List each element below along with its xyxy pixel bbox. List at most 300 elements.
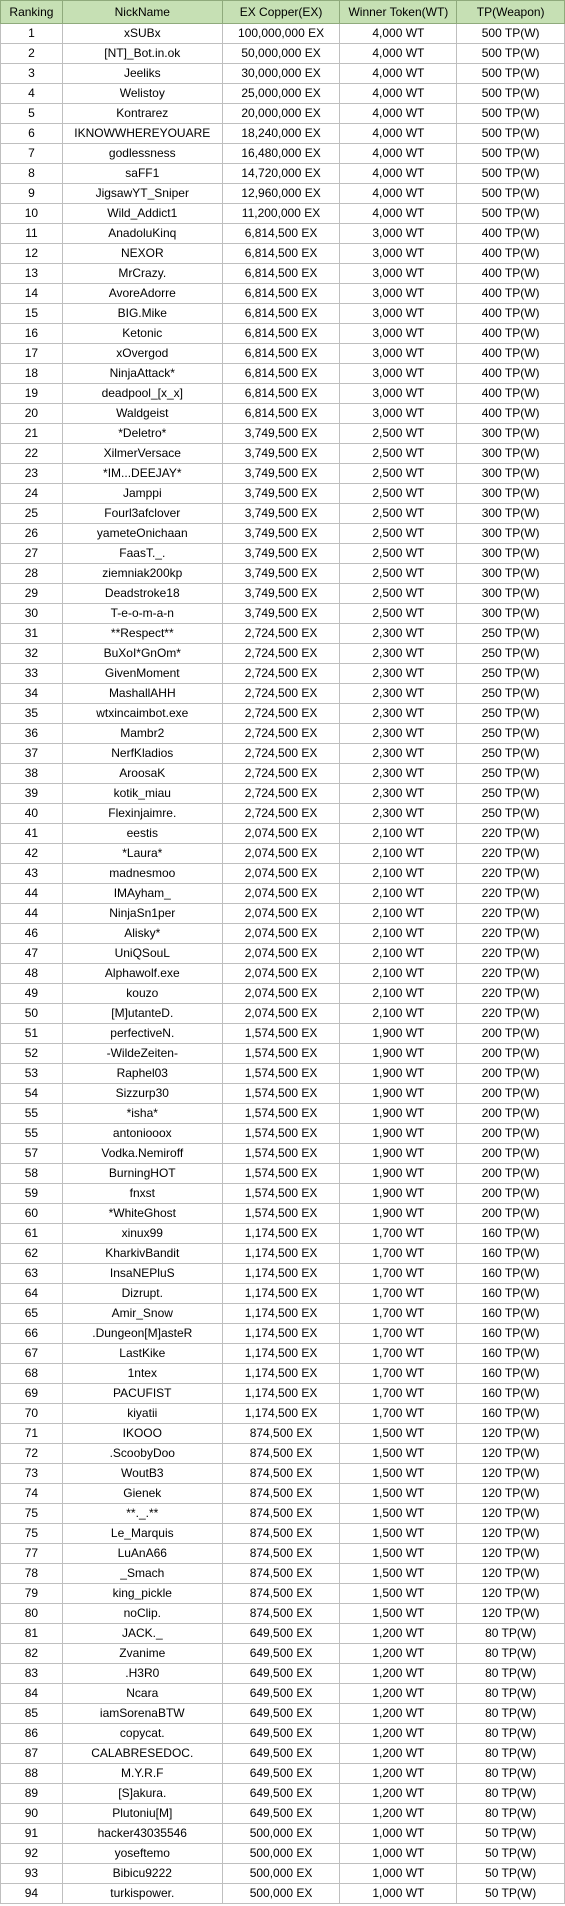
cell-nickname[interactable]: BurningHOT	[62, 1164, 222, 1184]
cell-winner-token[interactable]: 1,200 WT	[340, 1684, 457, 1704]
cell-ranking[interactable]: 90	[1, 1804, 63, 1824]
cell-winner-token[interactable]: 2,300 WT	[340, 664, 457, 684]
cell-tp-weapon[interactable]: 200 TP(W)	[457, 1084, 565, 1104]
cell-ranking[interactable]: 13	[1, 264, 63, 284]
cell-ranking[interactable]: 55	[1, 1124, 63, 1144]
cell-tp-weapon[interactable]: 400 TP(W)	[457, 344, 565, 364]
cell-tp-weapon[interactable]: 500 TP(W)	[457, 184, 565, 204]
cell-winner-token[interactable]: 2,100 WT	[340, 824, 457, 844]
cell-ranking[interactable]: 72	[1, 1444, 63, 1464]
cell-ranking[interactable]: 2	[1, 44, 63, 64]
cell-winner-token[interactable]: 2,500 WT	[340, 424, 457, 444]
cell-ex-copper[interactable]: 649,500 EX	[222, 1684, 340, 1704]
cell-tp-weapon[interactable]: 300 TP(W)	[457, 544, 565, 564]
cell-ex-copper[interactable]: 874,500 EX	[222, 1464, 340, 1484]
cell-ranking[interactable]: 29	[1, 584, 63, 604]
cell-winner-token[interactable]: 1,900 WT	[340, 1164, 457, 1184]
cell-nickname[interactable]: iamSorenaBTW	[62, 1704, 222, 1724]
cell-ranking[interactable]: 46	[1, 924, 63, 944]
cell-ranking[interactable]: 6	[1, 124, 63, 144]
cell-winner-token[interactable]: 2,300 WT	[340, 724, 457, 744]
cell-tp-weapon[interactable]: 500 TP(W)	[457, 84, 565, 104]
cell-nickname[interactable]: deadpool_[x_x]	[62, 384, 222, 404]
cell-tp-weapon[interactable]: 250 TP(W)	[457, 644, 565, 664]
cell-tp-weapon[interactable]: 500 TP(W)	[457, 144, 565, 164]
cell-winner-token[interactable]: 1,700 WT	[340, 1384, 457, 1404]
cell-ranking[interactable]: 57	[1, 1144, 63, 1164]
cell-nickname[interactable]: JigsawYT_Sniper	[62, 184, 222, 204]
cell-winner-token[interactable]: 2,100 WT	[340, 964, 457, 984]
cell-ex-copper[interactable]: 649,500 EX	[222, 1704, 340, 1724]
cell-ranking[interactable]: 80	[1, 1604, 63, 1624]
cell-tp-weapon[interactable]: 400 TP(W)	[457, 224, 565, 244]
cell-winner-token[interactable]: 1,700 WT	[340, 1264, 457, 1284]
cell-ex-copper[interactable]: 1,574,500 EX	[222, 1084, 340, 1104]
cell-tp-weapon[interactable]: 400 TP(W)	[457, 384, 565, 404]
cell-ranking[interactable]: 68	[1, 1364, 63, 1384]
cell-nickname[interactable]: MashallAHH	[62, 684, 222, 704]
cell-winner-token[interactable]: 3,000 WT	[340, 284, 457, 304]
cell-ranking[interactable]: 69	[1, 1384, 63, 1404]
cell-nickname[interactable]: *isha*	[62, 1104, 222, 1124]
cell-ranking[interactable]: 78	[1, 1564, 63, 1584]
cell-ranking[interactable]: 63	[1, 1264, 63, 1284]
cell-tp-weapon[interactable]: 80 TP(W)	[457, 1664, 565, 1684]
cell-winner-token[interactable]: 1,900 WT	[340, 1084, 457, 1104]
cell-winner-token[interactable]: 1,500 WT	[340, 1444, 457, 1464]
cell-nickname[interactable]: _Smach	[62, 1564, 222, 1584]
cell-nickname[interactable]: Deadstroke18	[62, 584, 222, 604]
cell-ex-copper[interactable]: 3,749,500 EX	[222, 464, 340, 484]
cell-tp-weapon[interactable]: 300 TP(W)	[457, 424, 565, 444]
cell-nickname[interactable]: IKOOO	[62, 1424, 222, 1444]
cell-tp-weapon[interactable]: 200 TP(W)	[457, 1184, 565, 1204]
cell-nickname[interactable]: Jeeliks	[62, 64, 222, 84]
cell-winner-token[interactable]: 2,500 WT	[340, 504, 457, 524]
cell-nickname[interactable]: *Deletro*	[62, 424, 222, 444]
cell-winner-token[interactable]: 1,500 WT	[340, 1564, 457, 1584]
cell-tp-weapon[interactable]: 200 TP(W)	[457, 1144, 565, 1164]
cell-winner-token[interactable]: 2,300 WT	[340, 704, 457, 724]
cell-nickname[interactable]: fnxst	[62, 1184, 222, 1204]
cell-ex-copper[interactable]: 1,574,500 EX	[222, 1124, 340, 1144]
cell-nickname[interactable]: Jamppi	[62, 484, 222, 504]
cell-ranking[interactable]: 75	[1, 1524, 63, 1544]
cell-ex-copper[interactable]: 2,074,500 EX	[222, 884, 340, 904]
cell-nickname[interactable]: Kontrarez	[62, 104, 222, 124]
cell-ex-copper[interactable]: 50,000,000 EX	[222, 44, 340, 64]
cell-ex-copper[interactable]: 1,574,500 EX	[222, 1144, 340, 1164]
cell-tp-weapon[interactable]: 120 TP(W)	[457, 1584, 565, 1604]
cell-winner-token[interactable]: 2,500 WT	[340, 464, 457, 484]
cell-ex-copper[interactable]: 874,500 EX	[222, 1544, 340, 1564]
cell-winner-token[interactable]: 1,000 WT	[340, 1864, 457, 1884]
cell-winner-token[interactable]: 1,500 WT	[340, 1604, 457, 1624]
cell-ex-copper[interactable]: 649,500 EX	[222, 1744, 340, 1764]
cell-tp-weapon[interactable]: 500 TP(W)	[457, 44, 565, 64]
cell-tp-weapon[interactable]: 160 TP(W)	[457, 1364, 565, 1384]
cell-winner-token[interactable]: 1,700 WT	[340, 1304, 457, 1324]
cell-ex-copper[interactable]: 1,174,500 EX	[222, 1284, 340, 1304]
cell-ranking[interactable]: 89	[1, 1784, 63, 1804]
cell-ranking[interactable]: 14	[1, 284, 63, 304]
cell-ex-copper[interactable]: 16,480,000 EX	[222, 144, 340, 164]
cell-winner-token[interactable]: 2,500 WT	[340, 584, 457, 604]
cell-tp-weapon[interactable]: 120 TP(W)	[457, 1544, 565, 1564]
cell-tp-weapon[interactable]: 220 TP(W)	[457, 944, 565, 964]
cell-ranking[interactable]: 77	[1, 1544, 63, 1564]
cell-winner-token[interactable]: 1,000 WT	[340, 1884, 457, 1904]
cell-nickname[interactable]: Amir_Snow	[62, 1304, 222, 1324]
cell-tp-weapon[interactable]: 80 TP(W)	[457, 1764, 565, 1784]
cell-nickname[interactable]: BuXoI*GnOm*	[62, 644, 222, 664]
cell-nickname[interactable]: ziemniak200kp	[62, 564, 222, 584]
cell-winner-token[interactable]: 1,900 WT	[340, 1024, 457, 1044]
cell-winner-token[interactable]: 1,700 WT	[340, 1324, 457, 1344]
cell-nickname[interactable]: noClip.	[62, 1604, 222, 1624]
cell-ranking[interactable]: 92	[1, 1844, 63, 1864]
cell-ranking[interactable]: 11	[1, 224, 63, 244]
cell-ex-copper[interactable]: 2,724,500 EX	[222, 684, 340, 704]
cell-ex-copper[interactable]: 874,500 EX	[222, 1604, 340, 1624]
cell-ranking[interactable]: 85	[1, 1704, 63, 1724]
cell-tp-weapon[interactable]: 160 TP(W)	[457, 1384, 565, 1404]
cell-winner-token[interactable]: 3,000 WT	[340, 224, 457, 244]
cell-ex-copper[interactable]: 874,500 EX	[222, 1444, 340, 1464]
cell-winner-token[interactable]: 4,000 WT	[340, 84, 457, 104]
cell-winner-token[interactable]: 1,900 WT	[340, 1144, 457, 1164]
cell-ex-copper[interactable]: 6,814,500 EX	[222, 304, 340, 324]
cell-ex-copper[interactable]: 2,074,500 EX	[222, 964, 340, 984]
cell-tp-weapon[interactable]: 250 TP(W)	[457, 784, 565, 804]
cell-ex-copper[interactable]: 3,749,500 EX	[222, 484, 340, 504]
cell-ranking[interactable]: 18	[1, 364, 63, 384]
cell-ex-copper[interactable]: 6,814,500 EX	[222, 324, 340, 344]
cell-nickname[interactable]: Welistoy	[62, 84, 222, 104]
cell-ranking[interactable]: 86	[1, 1724, 63, 1744]
cell-nickname[interactable]: AvoreAdorre	[62, 284, 222, 304]
cell-ranking[interactable]: 47	[1, 944, 63, 964]
cell-winner-token[interactable]: 2,500 WT	[340, 564, 457, 584]
cell-ranking[interactable]: 33	[1, 664, 63, 684]
cell-ranking[interactable]: 87	[1, 1744, 63, 1764]
cell-ex-copper[interactable]: 649,500 EX	[222, 1784, 340, 1804]
cell-nickname[interactable]: Sizzurp30	[62, 1084, 222, 1104]
cell-winner-token[interactable]: 2,100 WT	[340, 1004, 457, 1024]
cell-tp-weapon[interactable]: 160 TP(W)	[457, 1304, 565, 1324]
cell-winner-token[interactable]: 1,200 WT	[340, 1724, 457, 1744]
cell-winner-token[interactable]: 2,500 WT	[340, 444, 457, 464]
cell-ranking[interactable]: 40	[1, 804, 63, 824]
cell-ex-copper[interactable]: 1,574,500 EX	[222, 1204, 340, 1224]
header-winner-token[interactable]: Winner Token(WT)	[340, 1, 457, 24]
cell-tp-weapon[interactable]: 500 TP(W)	[457, 204, 565, 224]
cell-tp-weapon[interactable]: 400 TP(W)	[457, 284, 565, 304]
cell-winner-token[interactable]: 1,500 WT	[340, 1464, 457, 1484]
cell-winner-token[interactable]: 1,900 WT	[340, 1044, 457, 1064]
cell-winner-token[interactable]: 2,100 WT	[340, 844, 457, 864]
cell-ex-copper[interactable]: 6,814,500 EX	[222, 264, 340, 284]
cell-nickname[interactable]: PACUFIST	[62, 1384, 222, 1404]
cell-ex-copper[interactable]: 2,724,500 EX	[222, 724, 340, 744]
cell-ranking[interactable]: 17	[1, 344, 63, 364]
cell-nickname[interactable]: *IM...DEEJAY*	[62, 464, 222, 484]
cell-tp-weapon[interactable]: 120 TP(W)	[457, 1444, 565, 1464]
cell-ranking[interactable]: 44	[1, 884, 63, 904]
cell-ex-copper[interactable]: 1,174,500 EX	[222, 1404, 340, 1424]
cell-nickname[interactable]: Le_Marquis	[62, 1524, 222, 1544]
cell-ranking[interactable]: 8	[1, 164, 63, 184]
cell-nickname[interactable]: Vodka.Nemiroff	[62, 1144, 222, 1164]
cell-tp-weapon[interactable]: 250 TP(W)	[457, 664, 565, 684]
cell-nickname[interactable]: LuAnA66	[62, 1544, 222, 1564]
header-ranking[interactable]: Ranking	[1, 1, 63, 24]
cell-ranking[interactable]: 82	[1, 1644, 63, 1664]
cell-tp-weapon[interactable]: 300 TP(W)	[457, 444, 565, 464]
cell-tp-weapon[interactable]: 50 TP(W)	[457, 1864, 565, 1884]
cell-ex-copper[interactable]: 649,500 EX	[222, 1764, 340, 1784]
cell-winner-token[interactable]: 2,300 WT	[340, 764, 457, 784]
cell-ranking[interactable]: 44	[1, 904, 63, 924]
cell-tp-weapon[interactable]: 300 TP(W)	[457, 524, 565, 544]
cell-winner-token[interactable]: 2,100 WT	[340, 864, 457, 884]
cell-ex-copper[interactable]: 14,720,000 EX	[222, 164, 340, 184]
cell-nickname[interactable]: .H3R0	[62, 1664, 222, 1684]
cell-tp-weapon[interactable]: 400 TP(W)	[457, 304, 565, 324]
cell-ex-copper[interactable]: 20,000,000 EX	[222, 104, 340, 124]
cell-ex-copper[interactable]: 2,074,500 EX	[222, 864, 340, 884]
cell-ex-copper[interactable]: 649,500 EX	[222, 1644, 340, 1664]
cell-tp-weapon[interactable]: 160 TP(W)	[457, 1344, 565, 1364]
cell-tp-weapon[interactable]: 120 TP(W)	[457, 1504, 565, 1524]
cell-nickname[interactable]: Ncara	[62, 1684, 222, 1704]
cell-tp-weapon[interactable]: 80 TP(W)	[457, 1644, 565, 1664]
cell-tp-weapon[interactable]: 80 TP(W)	[457, 1624, 565, 1644]
cell-nickname[interactable]: .Dungeon[M]asteR	[62, 1324, 222, 1344]
cell-tp-weapon[interactable]: 50 TP(W)	[457, 1884, 565, 1904]
cell-winner-token[interactable]: 3,000 WT	[340, 304, 457, 324]
cell-ranking[interactable]: 93	[1, 1864, 63, 1884]
cell-ex-copper[interactable]: 649,500 EX	[222, 1724, 340, 1744]
cell-nickname[interactable]: kouzo	[62, 984, 222, 1004]
cell-ranking[interactable]: 16	[1, 324, 63, 344]
cell-ranking[interactable]: 71	[1, 1424, 63, 1444]
cell-nickname[interactable]: -WildeZeiten-	[62, 1044, 222, 1064]
cell-ranking[interactable]: 25	[1, 504, 63, 524]
cell-tp-weapon[interactable]: 220 TP(W)	[457, 884, 565, 904]
cell-nickname[interactable]: wtxincaimbot.exe	[62, 704, 222, 724]
cell-winner-token[interactable]: 3,000 WT	[340, 404, 457, 424]
cell-tp-weapon[interactable]: 250 TP(W)	[457, 704, 565, 724]
cell-tp-weapon[interactable]: 220 TP(W)	[457, 824, 565, 844]
cell-nickname[interactable]: saFF1	[62, 164, 222, 184]
cell-ranking[interactable]: 27	[1, 544, 63, 564]
cell-nickname[interactable]: Bibicu9222	[62, 1864, 222, 1884]
cell-winner-token[interactable]: 3,000 WT	[340, 324, 457, 344]
cell-winner-token[interactable]: 1,000 WT	[340, 1824, 457, 1844]
cell-ranking[interactable]: 66	[1, 1324, 63, 1344]
cell-tp-weapon[interactable]: 220 TP(W)	[457, 984, 565, 1004]
cell-ranking[interactable]: 26	[1, 524, 63, 544]
cell-nickname[interactable]: hacker43035546	[62, 1824, 222, 1844]
cell-tp-weapon[interactable]: 500 TP(W)	[457, 24, 565, 44]
cell-ex-copper[interactable]: 1,574,500 EX	[222, 1024, 340, 1044]
cell-ex-copper[interactable]: 874,500 EX	[222, 1584, 340, 1604]
cell-nickname[interactable]: kotik_miau	[62, 784, 222, 804]
cell-tp-weapon[interactable]: 200 TP(W)	[457, 1044, 565, 1064]
cell-ex-copper[interactable]: 12,960,000 EX	[222, 184, 340, 204]
cell-ranking[interactable]: 12	[1, 244, 63, 264]
cell-winner-token[interactable]: 4,000 WT	[340, 64, 457, 84]
cell-nickname[interactable]: 1ntex	[62, 1364, 222, 1384]
cell-ranking[interactable]: 65	[1, 1304, 63, 1324]
cell-nickname[interactable]: turkispower.	[62, 1884, 222, 1904]
cell-ex-copper[interactable]: 2,074,500 EX	[222, 844, 340, 864]
cell-tp-weapon[interactable]: 250 TP(W)	[457, 744, 565, 764]
cell-tp-weapon[interactable]: 120 TP(W)	[457, 1564, 565, 1584]
cell-winner-token[interactable]: 1,900 WT	[340, 1184, 457, 1204]
cell-nickname[interactable]: godlessness	[62, 144, 222, 164]
cell-ex-copper[interactable]: 3,749,500 EX	[222, 504, 340, 524]
cell-nickname[interactable]: KharkivBandit	[62, 1244, 222, 1264]
cell-tp-weapon[interactable]: 200 TP(W)	[457, 1064, 565, 1084]
cell-ranking[interactable]: 20	[1, 404, 63, 424]
cell-ex-copper[interactable]: 500,000 EX	[222, 1844, 340, 1864]
cell-winner-token[interactable]: 3,000 WT	[340, 344, 457, 364]
cell-ranking[interactable]: 15	[1, 304, 63, 324]
cell-winner-token[interactable]: 2,300 WT	[340, 784, 457, 804]
cell-tp-weapon[interactable]: 220 TP(W)	[457, 1004, 565, 1024]
cell-ranking[interactable]: 74	[1, 1484, 63, 1504]
cell-winner-token[interactable]: 4,000 WT	[340, 104, 457, 124]
cell-ranking[interactable]: 62	[1, 1244, 63, 1264]
cell-ex-copper[interactable]: 30,000,000 EX	[222, 64, 340, 84]
cell-winner-token[interactable]: 1,200 WT	[340, 1704, 457, 1724]
cell-tp-weapon[interactable]: 300 TP(W)	[457, 584, 565, 604]
cell-ex-copper[interactable]: 500,000 EX	[222, 1884, 340, 1904]
cell-tp-weapon[interactable]: 400 TP(W)	[457, 264, 565, 284]
cell-ranking[interactable]: 23	[1, 464, 63, 484]
cell-ranking[interactable]: 53	[1, 1064, 63, 1084]
cell-tp-weapon[interactable]: 220 TP(W)	[457, 964, 565, 984]
cell-nickname[interactable]: kiyatii	[62, 1404, 222, 1424]
cell-tp-weapon[interactable]: 200 TP(W)	[457, 1164, 565, 1184]
cell-ranking[interactable]: 1	[1, 24, 63, 44]
cell-ex-copper[interactable]: 6,814,500 EX	[222, 344, 340, 364]
cell-ex-copper[interactable]: 874,500 EX	[222, 1564, 340, 1584]
cell-winner-token[interactable]: 1,000 WT	[340, 1844, 457, 1864]
cell-tp-weapon[interactable]: 500 TP(W)	[457, 124, 565, 144]
cell-winner-token[interactable]: 1,700 WT	[340, 1364, 457, 1384]
cell-ranking[interactable]: 50	[1, 1004, 63, 1024]
cell-tp-weapon[interactable]: 200 TP(W)	[457, 1024, 565, 1044]
cell-nickname[interactable]: xSUBx	[62, 24, 222, 44]
cell-ranking[interactable]: 54	[1, 1084, 63, 1104]
cell-winner-token[interactable]: 1,200 WT	[340, 1804, 457, 1824]
cell-ranking[interactable]: 22	[1, 444, 63, 464]
cell-winner-token[interactable]: 1,500 WT	[340, 1484, 457, 1504]
cell-nickname[interactable]: perfectiveN.	[62, 1024, 222, 1044]
header-nickname[interactable]: NickName	[62, 1, 222, 24]
cell-tp-weapon[interactable]: 200 TP(W)	[457, 1204, 565, 1224]
cell-tp-weapon[interactable]: 400 TP(W)	[457, 404, 565, 424]
cell-tp-weapon[interactable]: 400 TP(W)	[457, 244, 565, 264]
cell-winner-token[interactable]: 4,000 WT	[340, 164, 457, 184]
cell-ranking[interactable]: 39	[1, 784, 63, 804]
cell-winner-token[interactable]: 3,000 WT	[340, 364, 457, 384]
cell-ex-copper[interactable]: 1,574,500 EX	[222, 1104, 340, 1124]
cell-ex-copper[interactable]: 649,500 EX	[222, 1664, 340, 1684]
cell-tp-weapon[interactable]: 80 TP(W)	[457, 1744, 565, 1764]
cell-tp-weapon[interactable]: 400 TP(W)	[457, 324, 565, 344]
cell-ranking[interactable]: 24	[1, 484, 63, 504]
cell-ex-copper[interactable]: 1,174,500 EX	[222, 1324, 340, 1344]
cell-nickname[interactable]: yoseftemo	[62, 1844, 222, 1864]
cell-ranking[interactable]: 21	[1, 424, 63, 444]
cell-tp-weapon[interactable]: 160 TP(W)	[457, 1244, 565, 1264]
cell-winner-token[interactable]: 2,500 WT	[340, 604, 457, 624]
cell-winner-token[interactable]: 1,200 WT	[340, 1744, 457, 1764]
cell-nickname[interactable]: Dizrupt.	[62, 1284, 222, 1304]
cell-ranking[interactable]: 43	[1, 864, 63, 884]
cell-ranking[interactable]: 3	[1, 64, 63, 84]
cell-winner-token[interactable]: 3,000 WT	[340, 244, 457, 264]
cell-nickname[interactable]: Alphawolf.exe	[62, 964, 222, 984]
cell-ranking[interactable]: 35	[1, 704, 63, 724]
cell-ranking[interactable]: 37	[1, 744, 63, 764]
cell-tp-weapon[interactable]: 250 TP(W)	[457, 804, 565, 824]
cell-winner-token[interactable]: 1,200 WT	[340, 1664, 457, 1684]
cell-ex-copper[interactable]: 6,814,500 EX	[222, 244, 340, 264]
cell-ex-copper[interactable]: 2,074,500 EX	[222, 924, 340, 944]
cell-ex-copper[interactable]: 2,724,500 EX	[222, 624, 340, 644]
cell-tp-weapon[interactable]: 120 TP(W)	[457, 1464, 565, 1484]
cell-winner-token[interactable]: 2,500 WT	[340, 544, 457, 564]
cell-ex-copper[interactable]: 3,749,500 EX	[222, 424, 340, 444]
cell-ex-copper[interactable]: 6,814,500 EX	[222, 404, 340, 424]
cell-winner-token[interactable]: 1,900 WT	[340, 1204, 457, 1224]
cell-winner-token[interactable]: 1,200 WT	[340, 1784, 457, 1804]
cell-nickname[interactable]: [S]akura.	[62, 1784, 222, 1804]
cell-ranking[interactable]: 4	[1, 84, 63, 104]
cell-ranking[interactable]: 79	[1, 1584, 63, 1604]
cell-tp-weapon[interactable]: 80 TP(W)	[457, 1804, 565, 1824]
cell-tp-weapon[interactable]: 160 TP(W)	[457, 1404, 565, 1424]
cell-nickname[interactable]: IKNOWWHEREYOUARE	[62, 124, 222, 144]
cell-ex-copper[interactable]: 874,500 EX	[222, 1484, 340, 1504]
cell-winner-token[interactable]: 3,000 WT	[340, 384, 457, 404]
cell-ranking[interactable]: 10	[1, 204, 63, 224]
cell-ranking[interactable]: 42	[1, 844, 63, 864]
cell-ranking[interactable]: 61	[1, 1224, 63, 1244]
cell-tp-weapon[interactable]: 120 TP(W)	[457, 1484, 565, 1504]
cell-ex-copper[interactable]: 1,174,500 EX	[222, 1224, 340, 1244]
cell-winner-token[interactable]: 1,500 WT	[340, 1504, 457, 1524]
cell-ex-copper[interactable]: 2,074,500 EX	[222, 944, 340, 964]
cell-ranking[interactable]: 32	[1, 644, 63, 664]
cell-winner-token[interactable]: 1,700 WT	[340, 1284, 457, 1304]
cell-winner-token[interactable]: 1,200 WT	[340, 1624, 457, 1644]
cell-ex-copper[interactable]: 1,574,500 EX	[222, 1064, 340, 1084]
cell-winner-token[interactable]: 2,300 WT	[340, 684, 457, 704]
cell-winner-token[interactable]: 1,700 WT	[340, 1224, 457, 1244]
cell-ranking[interactable]: 84	[1, 1684, 63, 1704]
cell-winner-token[interactable]: 1,700 WT	[340, 1344, 457, 1364]
cell-tp-weapon[interactable]: 220 TP(W)	[457, 864, 565, 884]
cell-nickname[interactable]: Waldgeist	[62, 404, 222, 424]
cell-winner-token[interactable]: 1,200 WT	[340, 1644, 457, 1664]
cell-ranking[interactable]: 19	[1, 384, 63, 404]
